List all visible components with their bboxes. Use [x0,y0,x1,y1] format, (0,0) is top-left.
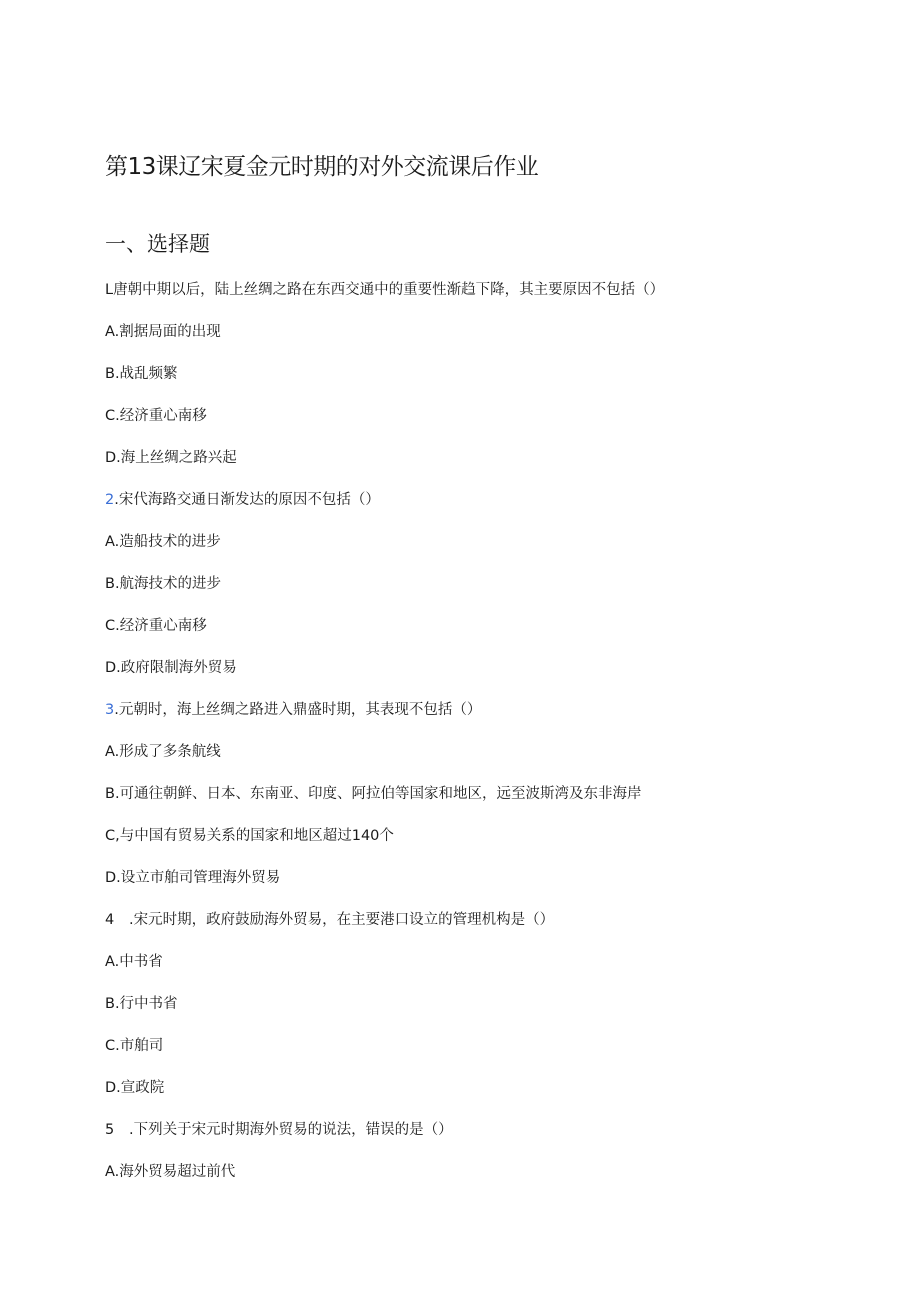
question-3-text: .元朝时，海上丝绸之路进入鼎盛时期，其表现不包括（） [114,702,482,718]
question-4-option-c: C.市舶司 [105,1038,164,1054]
question-1-option-b: B.战乱频繁 [105,366,178,382]
question-2-text: .宋代海路交通日渐发达的原因不包括（） [114,492,380,508]
section-heading: 一、选择题 [105,232,210,256]
question-5-option-a: A.海外贸易超过前代 [105,1164,236,1180]
question-1-option-d: D.海上丝绸之路兴起 [105,450,237,466]
question-2-option-b: B.航海技术的进步 [105,576,222,592]
question-5-text: .下列关于宋元时期海外贸易的说法，错误的是（） [129,1122,453,1138]
question-5-number: 5 [105,1122,115,1138]
question-1-number: L [105,282,114,298]
question-2-option-d: D.政府限制海外贸易 [105,660,237,676]
question-1-stem [105,280,664,300]
question-4-stem [105,910,554,930]
question-5-stem [105,1120,453,1140]
question-1-option-a: A.割据局面的出现 [105,324,221,340]
question-4-option-b: B.行中书省 [105,996,178,1012]
question-4-number: 4 [105,912,115,928]
question-3-option-a: A.形成了多条航线 [105,744,221,760]
question-2-option-c: C.经济重心南移 [105,618,207,634]
question-4-option-d: D.宣政院 [105,1080,165,1096]
question-3-option-d: D.设立市舶司管理海外贸易 [105,870,281,886]
question-3-number: 3 [105,702,115,718]
question-2-number: 2 [105,492,115,508]
question-1-text: 唐朝中期以后，陆上丝绸之路在东西交通中的重要性渐趋下降，其主要原因不包括（） [113,282,665,298]
question-3-stem [105,700,481,720]
question-1-option-c: C.经济重心南移 [105,408,207,424]
question-4-option-a: A.中书省 [105,954,163,970]
question-3-option-b: B.可通往朝鲜、日本、东南亚、印度、阿拉伯等国家和地区，远至波斯湾及东非海岸 [105,786,642,802]
question-2-option-a: A.造船技术的进步 [105,534,221,550]
question-3-option-c: C,与中国有贸易关系的国家和地区超过140个 [105,828,394,844]
question-4-text: .宋元时期，政府鼓励海外贸易，在主要港口设立的管理机构是（） [129,912,555,928]
question-2-stem [105,490,380,510]
document-title: 第13课辽宋夏金元时期的对外交流课后作业 [105,154,539,180]
